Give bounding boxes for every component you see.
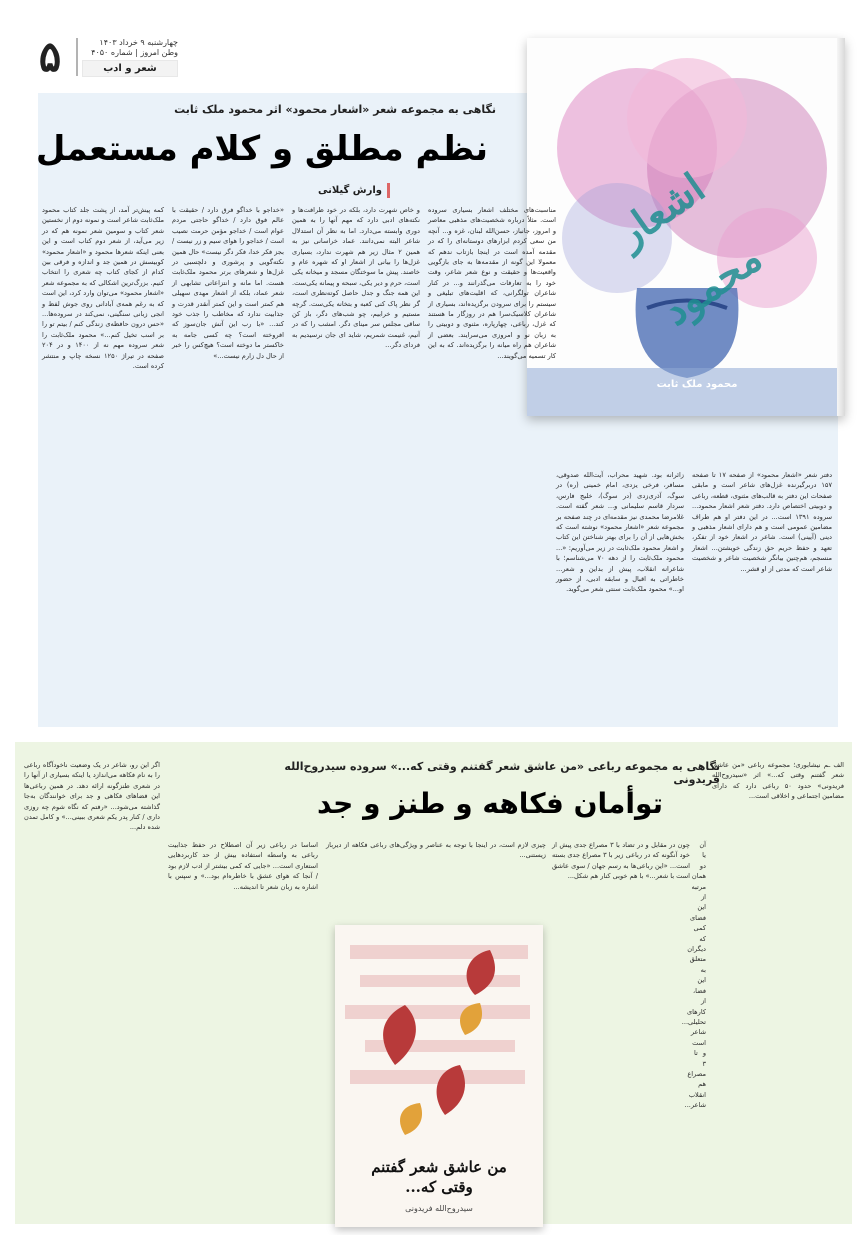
- article-2-column: الف ـم نیشابوری؛ مجموعه رباعی «من عاشق شعر گفتنم وقتی که...» اثر «سیدروح‌الله فریدونی» حدود ۵۰ رباعی دارد که دارای مضامین اجتماعی و اخلاقی است...: [712, 761, 844, 801]
- article-2-column: آن یا دو همان مرتبه از این فضای کمی که دیگران متعلق به این فضا، از کارهای تحلیلی... شاعر است و تا ۳ مصراع هم انقلاب شاعر...: [681, 841, 706, 1110]
- book-cover-title: من عاشق شعر گفتنم وقتی که...: [371, 1158, 507, 1196]
- section-label: شعر و ادب: [82, 60, 178, 77]
- article-1-column: دفتر شعر «اشعار محمود» از صفحه ۱۷ تا صفحه ۱۵۷ دربرگیرنده غزل‌های شاعر است و مابقی صفحات این دفتر به قالب‌های مثنوی، قطعه، رباعی و دوبیتی اختصاص دارد. دفتر شعر اشعار محمود... سروده ۱۳۹۱ است... در این دفتر او هم طراف مضامین عمومی است و هم دارای اشعار مذهبی و دینی (آیینی) است. شاعر در اشعار خود از تفکر، تعهد و حفظ حریم حق زندگی خویشتن... اشعار منسجم، هم‌چنین بیانگر شخصیت شاعر و شخصیت شاعر است که مدتی از او قشر...: [692, 471, 833, 573]
- article-1-column: زائرانه بود. شهید محراب، آیت‌الله صدوقی، مسافر، فرخی یزدی، امام خمینی (ره) در سوگ، آذری‌زدی (در سوگ)، خلیج فارس، سردار قاسم سلیمانی و... شعر گفته است. غلامرضا محمدی نیز مقدمه‌ای در چند صفحه بر مجموعه شعر «اشعار محمود» نوشته است که بخش‌هایی از آن را برای بهتر شناختن این کتاب و اشعار محمود ملک‌ثابت در زیر می‌آوریم: «... محمود ملک‌ثابت را از دهه ۷۰ می‌شناسم؛ با شاعرانه انقلاب، پیش از بداین و شعر... خاطراتی به اقبال و سابقه ادبی، از حضور او...» محمود ملک‌ثابت سنتی شعر می‌گوید.: [556, 471, 684, 594]
- article-1-byline: وارش گیلانی: [250, 183, 390, 198]
- article-1-column: مناسبت‌های مختلف اشعار بسیاری سروده است. مثلاً درباره شخصیت‌های مذهبی معاصر و امروز، جانباز، حسن‌الله لبنان، غزه و... آنچه من سعی کردم ابزارهای دوستانه‌ای را که در مقدمه آمده است در اینجا بازتاب ندهم که معمولا این گونه از مقدمه‌ها به جای بازگویی واقعیت‌ها و حقیقت و نوع شعر شاعر، وقت خود را به تعارفات می‌گذرانند و... در کنار شاعران تولگرانی، که اقلیت‌های تبلیغی و سیستم را برای سرودن برگزیده‌اند، بسیاری از شاعران کلاسیک‌سرا هم در روزگار ما هستند که غزل، رباعی، چهارپاره، مثنوی و دوبیتی را به زبان نو و امروزی می‌سرایند. بعضی از شاعران هم راه میانه را برگزیده‌اند. که به این کار تسمیه می‌گویند...: [428, 206, 556, 360]
- article-2-headline: توأمان فکاهه و طنز و جد: [316, 787, 664, 820]
- article-1-column: «خداجو با خداگو فرق دارد / حقیقت با عالم فوق دارد / خداگو حاجتی مردم عوام است / خداجو مؤمن حرمت نصیب است / خداجو را هوای سیم و زر نیست / بجز فکر خدا، فکر دگر نیست» حال همین نکته‌گویی و پرشوری و دلچسبی در غزل‌ها و شعرهای برتر محمود ملک‌ثابت هست. اما مانه و انتزاعاتی تشابهی از شعر عماد، بلکه از اشعار مهدی سهیلی هم کمتر است و این کمتر آنقدر قدرت و جذابیت ندارد که مخاطب را جذب خود کند... «با رب این آتش جان‌سوز که افروخته است؟ چه کسی جامه به خاکستر ما دوخته است؟ هیچ‌کس را خبر از حال دل زارم نیست...»: [172, 206, 284, 360]
- header-block: [28, 34, 178, 80]
- article-2-kicker: نگاهی به مجموعه رباعی «من عاشق شعر گفتنم وقتی که...» سروده سیدروح‌الله فریدونی: [284, 760, 720, 786]
- article-2-column: چون در مقابل و در تضاد با ۳ مصراع جدی پیش از خود آنگونه که در رباعی زیر با ۳ مصراع جدی بسته است... «این رباعی‌ها به رسم جهان / سوی عاشق است با شعر...» با هم خوبی کنار هم شکل...: [552, 841, 690, 881]
- article-1-column: کمه پیش‌تر آمد، از پشت جلد کتاب محمود ملک‌ثابت شاعر است و نمونه دوم از نخستین شعر کتاب و سومین شعر نمونه هم که در زیر می‌آید، از شعر دوم کتاب است و این بعنی اینکه شعرها محمود و «اشعار محمود» کوبیسش در همین جد و اندازه و فرقی بین کدام از کجای کتاب چه شعری را انتخاب کنیم. بزرگ‌ترین اشکالی که به مجموعه شعر «اشعار محمود» می‌توان وارد کرد، این است که به رغم همه‌ی آبادانی روی جوش لفظ و انجی زبانی سنگینی، نمی‌کند در سروده‌ها... «حس درون حافظه‌ی زندگی کنم / بیتم تو را بر اسب تخیل کنم...» محمود ملک‌ثابت را شعر سروده مهم نه از ۱۴۰۰ و در ۲۰۴ صفحه در تیراژ ۱۲۵۰ نسخه چاپ و منتشر کرده است.: [42, 206, 164, 371]
- article-1-column: و خاص شهرت دارد، بلکه در خود ظرافت‌ها و نکته‌های ادبی دارد که مهم آنها را به همین دوری وابسته می‌دارد. اما به نظر آن استدلال شاعر البته نمی‌دانند. عماد خراسانی نیز به همین ۲ مثال زیر هم شهرت ندارد، بسیاری غزل‌ها را بیانی از اشعار او که شهره عام و خاصند. پیش ما سوختگان مسجد و میخانه یکی است، حرم و دیر یکی، سبحه و پیمانه یکی‌ست. این همه جنگ و جدل حاصل کوته‌نظری است، گر نظر پاک کنی کعبه و بتخانه یکی‌ست. گرچه مستیم و خرابیم، چو شب‌های دگر، باز کن ساقی مجلس سر مینای دگر. امشب را که در آنیم، غنیمت شمریم، شاید ای جان نرسیدیم به فردای دگر...: [292, 206, 420, 350]
- book-cover-asheq-sher: [335, 925, 543, 1227]
- header-divider: [76, 38, 78, 76]
- book-cover-author: سیدروح‌الله فریدونی: [405, 1204, 473, 1213]
- issue-line: وطن امروز | شماره ۴۰۵۰: [91, 48, 178, 57]
- article-2-column: چیزی لازم است، در اینجا با توجه به عناصر و ویژگی‌های رباعی فکاهه از دیرباز زیستنی...: [326, 841, 546, 860]
- book-cover-title: اشعار محمود: [608, 164, 771, 335]
- article-2-column: اگر این رو، شاعر در یک وضعیت ناخودآگاه رباعی را به نام فکاهه می‌اندازد یا اینکه بسیاری از آنها را در شعری طنزگونه ارائه دهد. در همین رباعی‌ها این فضاهای فکاهی و جد برای خوانندگان به‌جا گذاشته می‌شود... «رفتم که نگاه شوم چه روزی داری / کنار پدر یکم شعری ببینی...» و کامل تمدن شده دلم...: [24, 761, 160, 832]
- article-1-headline: نظم مطلق و کلام مستعمل: [35, 129, 488, 169]
- article-1-kicker: نگاهی به مجموعه شعر «اشعار محمود» اثر محمود ملک ثابت: [174, 103, 496, 116]
- book-cover-ashar-mahmoud: [527, 38, 845, 416]
- article-2-column: اساسا در رباعی زیر آن اصطلاح در حفظ جذابیت رباعی به واسطه استفاده بیش از حد کاربردهایی استعاری است... «جایی که کمی بیشتر از ادب لازم بود / آنجا که هوای عشق با خاطره‌ام بود...» و سپس با اشاره به زبان شعر تا اندیشه...: [168, 841, 318, 891]
- date-line: چهارشنبه ۹ خرداد ۱۴۰۳: [99, 38, 178, 47]
- book-spine: [837, 38, 845, 416]
- page-number: ۵: [38, 32, 62, 81]
- book-cover-author: محمود ملک ثابت: [656, 379, 738, 390]
